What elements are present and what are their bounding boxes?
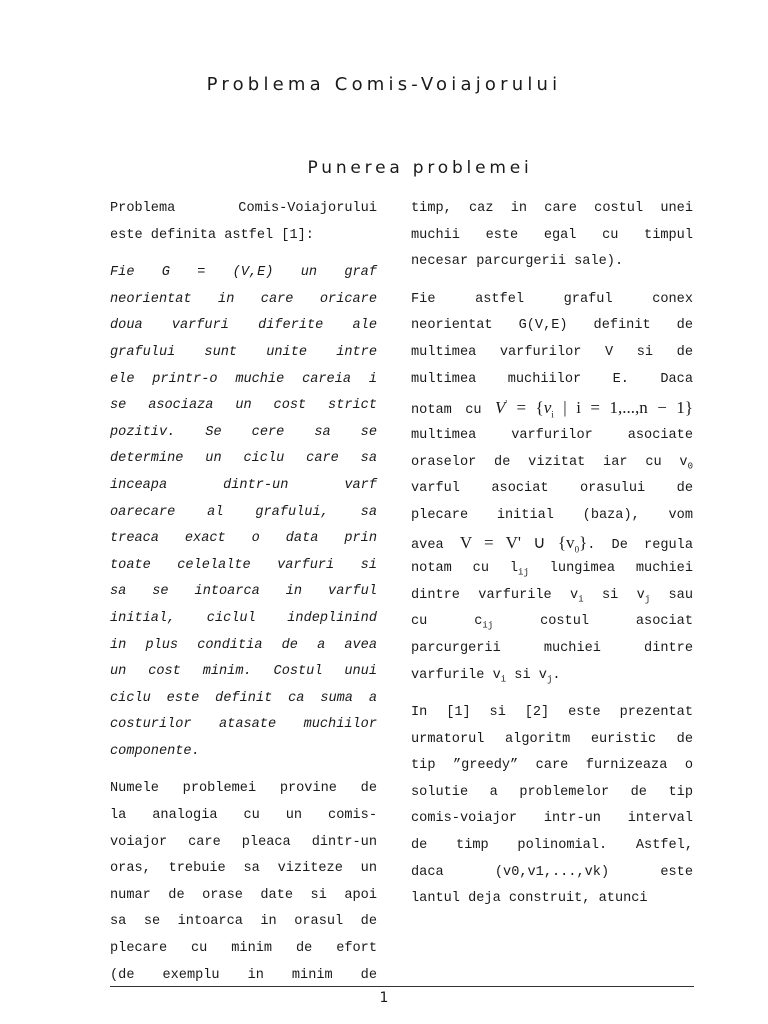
text-line: numar de orase date si apoi: [110, 887, 377, 903]
inline-text: avea: [411, 537, 444, 553]
text-line: toate celelalte varfuri si: [110, 557, 377, 573]
text-line: [411, 556, 693, 583]
text-line: initial, ciclul indeplinind: [110, 610, 377, 626]
text-line: voiajor care pleaca dintr-un: [110, 834, 377, 850]
formula-part: }: [579, 532, 588, 552]
text-line: multimea varfurilor asociate: [411, 428, 693, 444]
text-line: plecare initial (baza), vom: [411, 507, 693, 523]
text-line: componente.: [110, 743, 200, 759]
formula-vertex-union: [460, 533, 587, 552]
text-line: (de exemplu in minim de: [110, 967, 377, 983]
formula-part: V: [494, 398, 506, 418]
text-line: Fie astfel graful conex: [411, 291, 693, 307]
footer-divider: [110, 986, 694, 987]
inline-text: .: [552, 667, 561, 683]
inline-text: lungimea muchiei: [528, 561, 693, 577]
right-column: [411, 196, 693, 924]
text-line: comis-voiajor intr-un interval: [411, 811, 693, 827]
text-line: varful asociat orasului de: [411, 481, 693, 497]
text-line: sa se intoarca in orasul de: [110, 914, 377, 930]
subscript: ij: [518, 567, 529, 578]
text-line: neorientat G(V,E) definit de: [411, 318, 693, 334]
subscript: i: [578, 594, 584, 605]
text-line-formula: [411, 393, 693, 423]
text-line: costurilor atasate muchiilor: [110, 717, 377, 733]
text-line: [411, 583, 693, 610]
formula-part: v: [543, 398, 552, 418]
text-line: neorientat in care oricare: [110, 291, 377, 307]
text-line: [411, 450, 693, 477]
text-line: urmatorul algoritm euristic de: [411, 731, 693, 747]
paragraph-graph-notation: [411, 287, 693, 689]
text-line: In [1] si [2] este prezentat: [411, 705, 693, 721]
paragraph-greedy-algorithm: [411, 700, 693, 913]
inline-text: si v: [506, 667, 547, 683]
subscript: i: [500, 674, 507, 685]
left-column: [110, 196, 377, 1000]
text-line: in plus conditia de a avea: [110, 637, 377, 653]
subscript: j: [546, 674, 553, 685]
inline-text: dintre varfurile v: [411, 587, 579, 603]
inline-text: notam cu: [411, 403, 482, 419]
inline-text: asociat: [635, 614, 693, 630]
text-line: oarecare al grafului, sa: [110, 504, 377, 520]
page-number: 1: [379, 990, 389, 1006]
text-line: inceapa dintr-un varf: [110, 477, 377, 493]
text-line: ciclu este definit ca suma a: [110, 690, 377, 706]
inline-text: costul: [540, 614, 590, 630]
inline-text: notam cu l: [411, 561, 519, 577]
text-line: lantul deja construit, atunci: [411, 891, 648, 907]
text-line: plecare cu minim de efort: [110, 941, 377, 957]
text-line: ele printr-o muchie careia i: [110, 371, 377, 387]
text-line: sa se intoarca in varful: [110, 584, 377, 600]
paragraph-name-origin: [110, 776, 377, 989]
section-title: Punerea problemei: [307, 158, 533, 178]
text-line: de timp polinomial. Astfel,: [411, 838, 693, 854]
formula-part: 0: [574, 543, 580, 554]
inline-text: c: [474, 614, 483, 630]
formula-part: = {: [506, 398, 544, 418]
inline-text: varfurile v: [411, 667, 501, 683]
inline-text: cu: [411, 614, 428, 630]
text-line: se asociaza un cost strict: [110, 398, 377, 414]
paragraph-definition: [110, 260, 377, 765]
text-line: multimea varfurilor V si de: [411, 344, 693, 360]
formula-part: ': [505, 398, 507, 409]
text-line: solutie a problemelor de tip: [411, 784, 693, 800]
text-line: timp, caz in care costul unei: [411, 201, 693, 216]
document-title: Problema Comis-Voiajorului: [206, 74, 562, 95]
text-line: este definita astfel [1]:: [110, 227, 314, 243]
inline-text: . De regula: [587, 537, 693, 553]
formula-path-tuple: (v0,v1,...,vk): [494, 864, 610, 880]
text-line: un cost minim. Costul unui: [110, 664, 377, 680]
text-line: necesar parcurgerii sale).: [411, 254, 624, 270]
text-line: oras, trebuie sa viziteze un: [110, 861, 377, 877]
text-line: Numele problemei provine de: [110, 781, 377, 797]
text-line: [411, 609, 693, 636]
text-line-formula: [411, 530, 693, 557]
text-line: la analogia cu un comis-: [110, 808, 377, 824]
text-line: Fie G = (V,E) un graf: [110, 265, 377, 281]
subscript: j: [644, 594, 651, 605]
text-line: doua varfuri diferite ale: [110, 318, 377, 334]
paragraph-time-cost: [411, 196, 693, 276]
text-line: multimea muchiilor E. Daca: [411, 371, 693, 387]
subscript: 0: [687, 461, 693, 472]
text-line: [411, 663, 693, 690]
text-line: pozitiv. Se cere sa se: [110, 424, 377, 440]
text-line: grafului sunt unite intre: [110, 344, 377, 360]
inline-text: [474, 614, 494, 632]
text-line: muchii este egal cu timpul: [411, 227, 693, 243]
text-line: Problema Comis-Voiajorului: [110, 201, 377, 216]
inline-text: este: [660, 864, 693, 880]
text-line: determine un ciclu care sa: [110, 451, 377, 467]
text-line-formula: [411, 860, 693, 887]
inline-text: si v: [583, 587, 645, 603]
formula-part: i: [551, 409, 554, 420]
formula-part: | i = 1,...,n − 1}: [553, 398, 694, 418]
inline-text: sau: [650, 587, 693, 603]
inline-text: daca: [411, 864, 444, 880]
inline-text: oraselor de vizitat iar cu v: [411, 454, 688, 470]
text-line: tip ”greedy” care furnizeaza o: [411, 758, 693, 774]
text-line: parcurgerii muchiei dintre: [411, 640, 693, 656]
subscript: ij: [482, 621, 494, 632]
paragraph-intro: [110, 196, 377, 249]
text-line: treaca exact o data prin: [110, 531, 377, 547]
formula-vertex-set: [494, 398, 694, 420]
formula-part: V = V' ∪ {v: [459, 532, 575, 552]
